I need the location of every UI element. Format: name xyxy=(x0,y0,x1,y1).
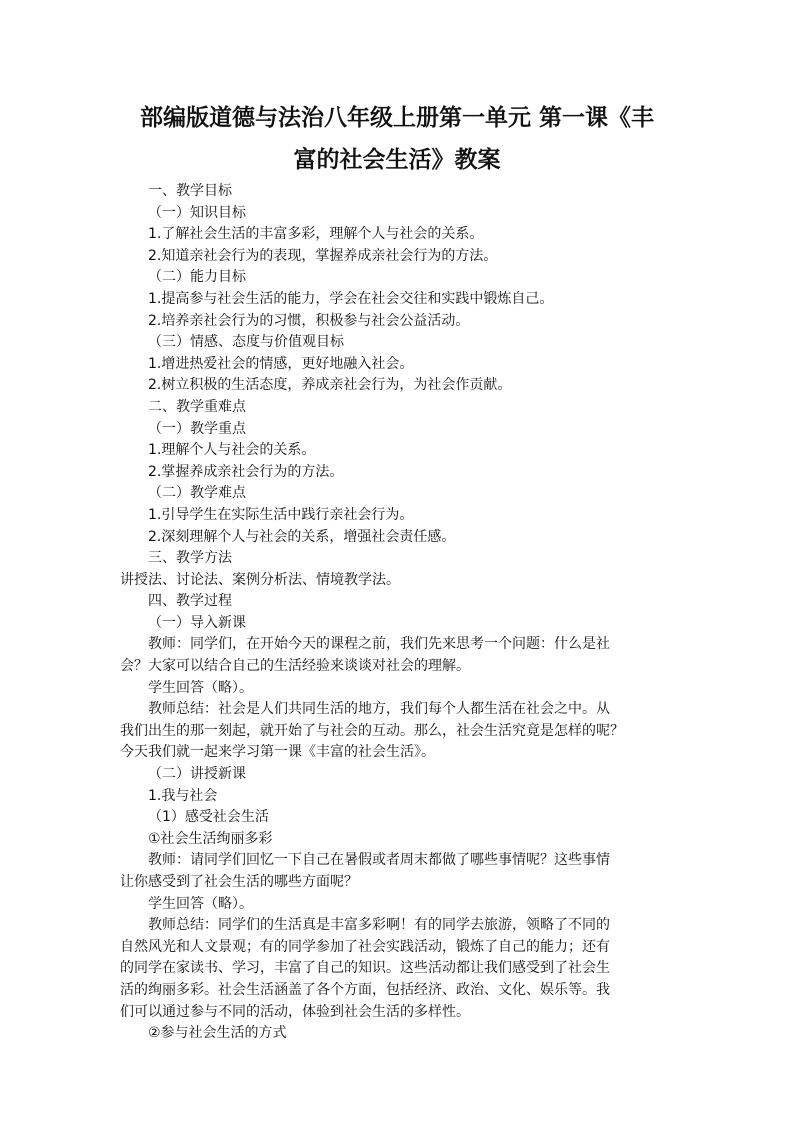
body-line: 我们出生的那一刻起，就开始了与社会的互动。那么，社会生活究竟是怎样的呢？ xyxy=(120,722,624,739)
body-line: ①社会生活绚丽多彩 xyxy=(148,830,273,847)
body-line: 教师总结：同学们的生活真是丰富多彩啊！有的同学去旅游，领略了不同的 xyxy=(148,917,610,934)
body-line: 1.理解个人与社会的关系。 xyxy=(148,442,316,459)
body-line: 1.引导学生在实际生活中践行亲社会行为。 xyxy=(148,506,414,523)
body-line: 1.了解社会生活的丰富多彩，理解个人与社会的关系。 xyxy=(148,226,484,243)
body-line: 2.培养亲社会行为的习惯，积极参与社会公益活动。 xyxy=(148,312,470,329)
body-line: 1.提高参与社会生活的能力，学会在社会交往和实践中锻炼自己。 xyxy=(148,290,554,307)
body-line: 学生回答（略）。 xyxy=(148,895,253,912)
body-line: 让你感受到了社会生活的哪些方面呢？ xyxy=(120,874,358,890)
body-line: 教师：请同学们回忆一下自己在暑假或者周末都做了哪些事情呢？这些事情 xyxy=(148,852,610,869)
body-line: 2.深刻理解个人与社会的关系，增强社会责任感。 xyxy=(148,528,456,545)
body-line: 1.增进热爱社会的情感，更好地融入社会。 xyxy=(148,355,414,372)
section-heading-key-points: 二、教学重难点 xyxy=(148,398,246,415)
body-line: 学生回答（略）。 xyxy=(148,679,253,696)
subsection-heading-focus: （一）教学重点 xyxy=(148,420,246,437)
subsection-heading-difficulty: （二）教学难点 xyxy=(148,485,246,502)
subsection-heading-ability: （二）能力目标 xyxy=(148,269,246,286)
body-line: 2.掌握养成亲社会行为的方法。 xyxy=(148,463,344,480)
body-line: 自然风光和人文景观；有的同学参加了社会实践活动，锻炼了自己的能力；还有 xyxy=(120,938,610,955)
body-line: 的同学在家读书、学习，丰富了自己的知识。这些活动都让我们感受到了社会生 xyxy=(120,960,610,977)
body-line: 讲授法、讨论法、案例分析法、情境教学法。 xyxy=(120,571,400,588)
section-heading-methods: 三、教学方法 xyxy=(148,550,232,567)
subsection-heading-new-lesson: （二）讲授新课 xyxy=(148,766,246,783)
subsection-heading-values: （三）情感、态度与价值观目标 xyxy=(148,334,344,351)
subsection-heading-intro: （一）导入新课 xyxy=(148,614,246,631)
body-line: 会？大家可以结合自己的生活经验来谈谈对社会的理解。 xyxy=(120,658,470,675)
section-heading-process: 四、教学过程 xyxy=(148,593,232,610)
body-line: 1.我与社会 xyxy=(148,787,218,804)
section-heading-objectives: 一、教学目标 xyxy=(148,183,232,199)
body-line: 们可以通过参与不同的活动，体验到社会生活的多样性。 xyxy=(120,1003,470,1020)
body-line: 活的绚丽多彩。社会生活涵盖了各个方面，包括经济、政治、文化、娱乐等。我 xyxy=(120,981,610,998)
document-title-line-1: 部编版道德与法治八年级上册第一单元 第一课《丰 xyxy=(139,105,654,131)
document-body xyxy=(120,181,676,1045)
body-line: 今天我们就一起来学习第一课《丰富的社会生活》。 xyxy=(120,744,435,761)
body-line: 教师总结：社会是人们共同生活的地方，我们每个人都生活在社会之中。从 xyxy=(148,701,610,718)
document-title-line-2: 富的社会生活》教案 xyxy=(293,147,501,173)
body-line: ②参与社会生活的方式 xyxy=(148,1025,287,1042)
body-line: 2.知道亲社会行为的表现，掌握养成亲社会行为的方法。 xyxy=(148,247,498,264)
subsection-heading-knowledge: （一）知识目标 xyxy=(148,204,246,221)
body-line: （1）感受社会生活 xyxy=(148,809,269,826)
body-line: 2.树立积极的生活态度，养成亲社会行为，为社会作贡献。 xyxy=(148,377,512,394)
body-line: 教师：同学们，在开始今天的课程之前，我们先来思考一个问题：什么是社 xyxy=(148,636,610,653)
